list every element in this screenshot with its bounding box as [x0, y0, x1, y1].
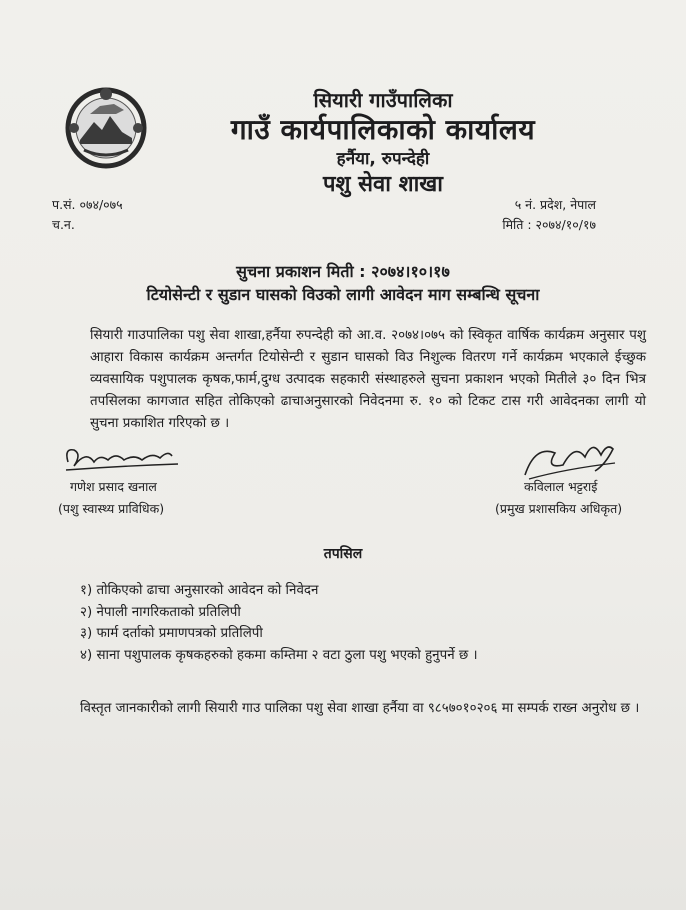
- list-item: २) नेपाली नागरिकताको प्रतिलिपी: [80, 604, 241, 620]
- notice-subject: टियोसेन्टी र सुडान घासको विउको लागी आवेदन माग सम्बन्धि सूचना: [146, 285, 540, 304]
- annex-list: [80, 580, 640, 666]
- dispatch-number: च.न.: [52, 217, 75, 232]
- publication-date: सुचना प्रकाशन मिती : २०७४।१०।१७: [236, 262, 450, 281]
- province-label: ५ नं. प्रदेश, नेपाल: [514, 197, 596, 212]
- office-address: हर्नैया, रुपन्देही: [336, 149, 430, 169]
- signatory-left-name: गणेश प्रसाद खनाल: [70, 479, 157, 494]
- reference-number: प.सं. ०७४/०७५: [52, 197, 123, 212]
- notice-body: सियारी गाउपालिका पशु सेवा शाखा,हर्नैया रुपन्देही को आ.व. २०७४।०७५ को स्विकृत वार्षिक कार्यक्रम अनुसार पशु आहारा विकास कार्यक्रम अन्तर्गत टियोसेन्टी र सुडान घासको विउ निशुल्क वितरण गर्ने कार्यक्रम भएकाले ईच्छुक व्यवसायिक पशुपालक कृषक,फार्म,दुग्ध उत्पादक सहकारी संस्थाहरुले सुचना प्रकाशन भएको मितीले ३० दिन भित्र तपसिलका कागजात सहित तोकिएको ढाचाअनुसारको निवेदनमा रु. १० को टिकट टास गरी आवेदनका लागी यो सुचना प्रकाशित गरिएको छ ।: [90, 328, 646, 431]
- signature-left-icon: [60, 440, 190, 478]
- branch-name: पशु सेवा शाखा: [323, 172, 443, 197]
- signatory-right-name: कविलाल भट्टराई: [524, 479, 598, 494]
- annex-heading: तपसिल: [323, 546, 363, 562]
- list-item: १) तोकिएको ढाचा अनुसारको आवेदन को निवेदन: [80, 583, 319, 598]
- signatory-left-position: (पशु स्वास्थ्य प्राविधिक): [58, 501, 165, 516]
- list-item: ३) फार्म दर्ताको प्रमाणपत्रको प्रतिलिपी: [80, 626, 263, 641]
- signatory-right-position: (प्रमुख प्रशासकिय अधिकृत): [495, 501, 623, 516]
- list-item: ४) साना पशुपालक कृषकहरुको हकमा कम्तिमा २ वटा ठुला पशु भएको हुनुपर्ने छ ।: [80, 647, 478, 663]
- contact-note: विस्तृत जानकारीको लागी सियारी गाउ पालिका पशु सेवा शाखा हर्नैया वा ९८५७०१०२०६ मा सम्पर्क राख्न अनुरोध छ ।: [80, 701, 640, 716]
- office-title: गाउँ कार्यपालिकाको कार्यालय: [230, 113, 536, 146]
- letter-date: मिति : २०७४/१०/१७: [502, 217, 596, 232]
- municipality-name: सियारी गाउँपालिका: [313, 88, 453, 112]
